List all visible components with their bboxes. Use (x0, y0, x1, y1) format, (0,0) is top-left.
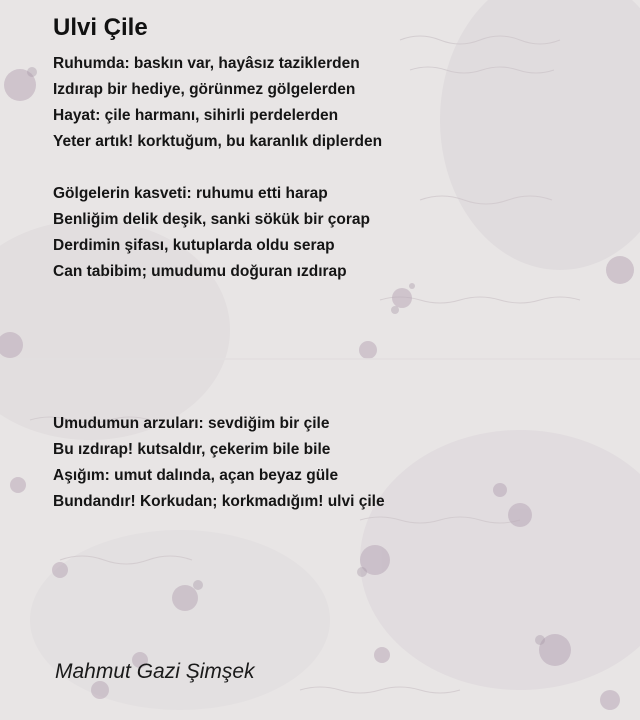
poem-line: Bundandır! Korkudan; korkmadığım! ulvi çile (53, 493, 385, 510)
stanza-3 (53, 411, 385, 515)
poem-line: Hayat: çile harmanı, sihirli perdelerden (53, 107, 339, 124)
poem-line: Aşığım: umut dalında, açan beyaz güle (53, 467, 339, 484)
poem-line: Benliğim delik deşik, sanki sökük bir çorap (53, 211, 371, 228)
poem-line: Izdırap bir hediye, görünmez gölgelerden (53, 81, 356, 98)
poem-author: Mahmut Gazi Şimşek (55, 660, 255, 683)
stanza-2 (53, 181, 370, 285)
stanza-1 (53, 51, 382, 155)
poem-line: Umudumun arzuları: sevdiğim bir çile (53, 415, 330, 432)
poem-line: Bu ızdırap! kutsaldır, çekerim bile bile (53, 441, 331, 458)
poem-line: Can tabibim; umudumu doğuran ızdırap (53, 263, 347, 280)
poem-title: Ulvi Çile (53, 14, 148, 41)
poem-line: Derdimin şifası, kutuplarda oldu serap (53, 237, 335, 254)
poem-line: Yeter artık! korktuğum, bu karanlık diplerden (53, 133, 383, 150)
poem-line: Ruhumda: baskın var, hayâsız taziklerden (53, 55, 360, 72)
poem-line: Gölgelerin kasveti: ruhumu etti harap (53, 185, 328, 202)
